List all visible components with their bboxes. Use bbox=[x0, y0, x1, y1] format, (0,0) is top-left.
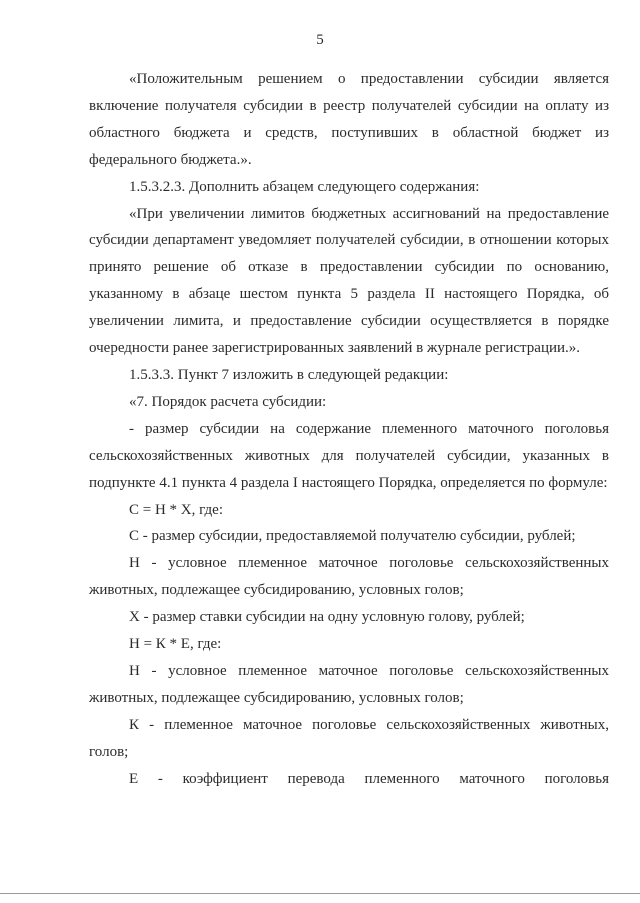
definition-k: К - племенное маточное поголовье сельскохозяйственных животных, голов; bbox=[89, 716, 609, 760]
paragraph-limit-increase: «При увеличении лимитов бюджетных ассигнований на предоставление субсидии департамент уведомляет получателей субсидии, в отношении которых принято решение об отказе в предоставлении субсидии по основанию, указанному в абзаце шестом пункта 5 раздела II настоящего Порядка, об увеличении лимита, и предоставление субсидии осуществляется в порядке очередности ранее зарегистрированных заявлений в журнале регистрации.». bbox=[89, 205, 609, 357]
formula-c: С = Н * Х, где: bbox=[129, 501, 223, 518]
page-bottom-edge-line bbox=[0, 893, 640, 894]
page-number: 5 bbox=[316, 32, 324, 48]
definition-h: Н - условное племенное маточное поголовье сельскохозяйственных животных, подлежащее субсидированию, условных голов; bbox=[89, 555, 609, 599]
paragraph-item-1-5-3-3: 1.5.3.3. Пункт 7 изложить в следующей редакции: bbox=[129, 366, 449, 383]
definition-e: Е - коэффициент перевода племенного маточного поголовья bbox=[129, 770, 609, 787]
definition-c: С - размер субсидии, предоставляемой получателю субсидии, рублей; bbox=[129, 528, 576, 545]
definition-h-repeat: Н - условное племенное маточное поголовье сельскохозяйственных животных, подлежащее субсидированию, условных голов; bbox=[89, 662, 609, 706]
definition-x: Х - размер ставки субсидии на одну условную голову, рублей; bbox=[129, 609, 525, 626]
formula-h: Н = К * Е, где: bbox=[129, 636, 222, 653]
paragraph-calculation-order: «7. Порядок расчета субсидии: bbox=[129, 393, 327, 410]
paragraph-subsidy-size: - размер субсидии на содержание племенного маточного поголовья сельскохозяйственных животных для получателей субсидии, указанных в подпункте 4.1 пункта 4 раздела I настоящего Порядка, определяется по формуле: bbox=[89, 420, 609, 491]
paragraph-item-1-5-3-2-3: 1.5.3.2.3. Дополнить абзацем следующего содержания: bbox=[129, 178, 480, 195]
document-body bbox=[89, 66, 609, 792]
paragraph-decision: «Положительным решением о предоставлении субсидии является включение получателя субсидии в реестр получателей субсидии на оплату из областного бюджета и средств, поступивших в областной бюджет из федерального бюджета.». bbox=[89, 71, 609, 168]
